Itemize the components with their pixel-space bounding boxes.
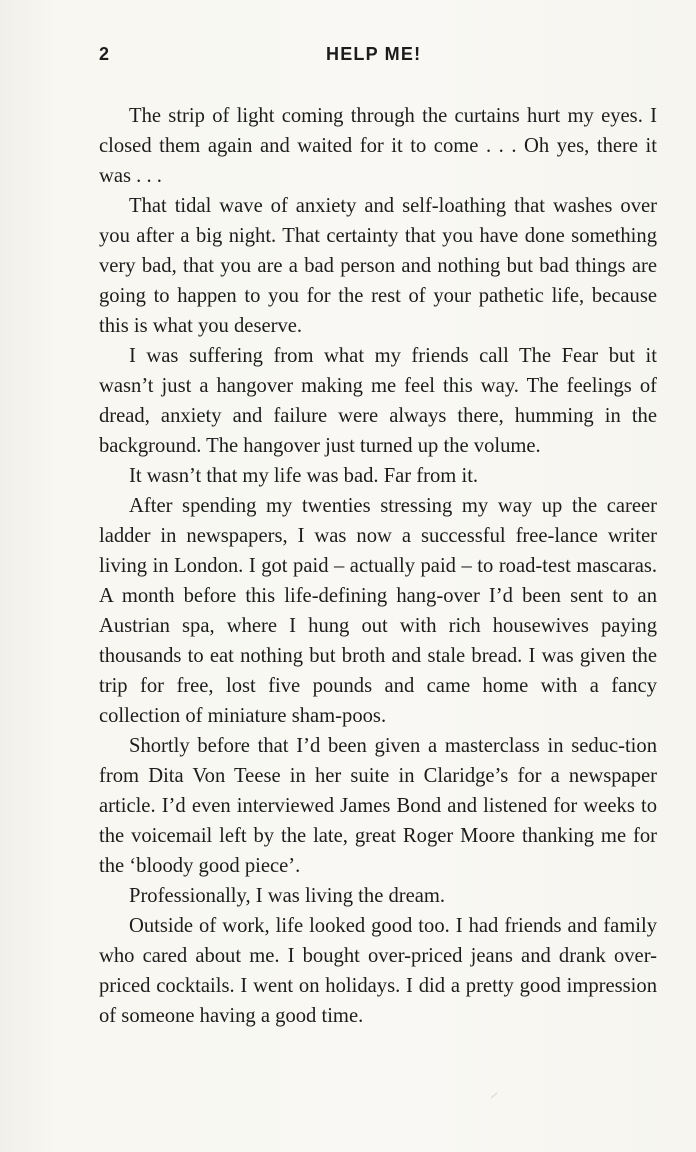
page-header — [0, 44, 696, 74]
paragraph: It wasn’t that my life was bad. Far from it. — [129, 465, 479, 487]
paragraph: That tidal wave of anxiety and self-loathing that washes over you after a big night. That certainty that you have done something very bad, that you are a bad person and nothing but bad things are going to happen to you for the rest of your pathetic life, because this is what you deserve. — [99, 195, 657, 337]
running-head: HELP ME! — [326, 44, 422, 64]
paragraph: Professionally, I was living the dream. — [129, 885, 446, 907]
body-text — [99, 101, 657, 1031]
paragraph: Outside of work, life looked good too. I had friends and family who cared about me. I bought over-priced jeans and drank over-priced cocktails. I went on holidays. I did a pretty good impression of someone having a good time. — [99, 915, 657, 1027]
paragraph: After spending my twenties stressing my way up the career ladder in newspapers, I was now a successful free-lance writer living in London. I got paid – actually paid – to road-test mascaras. A month before this life-defining hang-over I’d been sent to an Austrian spa, where I hung out with rich housewives paying thousands to eat nothing but broth and stale bread. I was given the trip for free, lost five pounds and came home with a fancy collection of miniature sham-poos. — [99, 495, 657, 727]
paragraph: I was suffering from what my friends call The Fear but it wasn’t just a hangover making me feel this way. The feelings of dread, anxiety and failure were always there, humming in the background. The hangover just turned up the volume. — [99, 345, 657, 457]
paragraph: Shortly before that I’d been given a masterclass in seduc-tion from Dita Von Teese in her suite in Claridge’s for a newspaper article. I’d even interviewed James Bond and listened for weeks to the voicemail left by the late, great Roger Moore thanking me for the ‘bloody good piece’. — [99, 735, 657, 877]
paper-fleck — [491, 1093, 498, 1099]
paragraph: The strip of light coming through the curtains hurt my eyes. I closed them again and waited for it to come . . . Oh yes, there it was . . . — [99, 105, 657, 187]
page-number: 2 — [99, 44, 110, 64]
